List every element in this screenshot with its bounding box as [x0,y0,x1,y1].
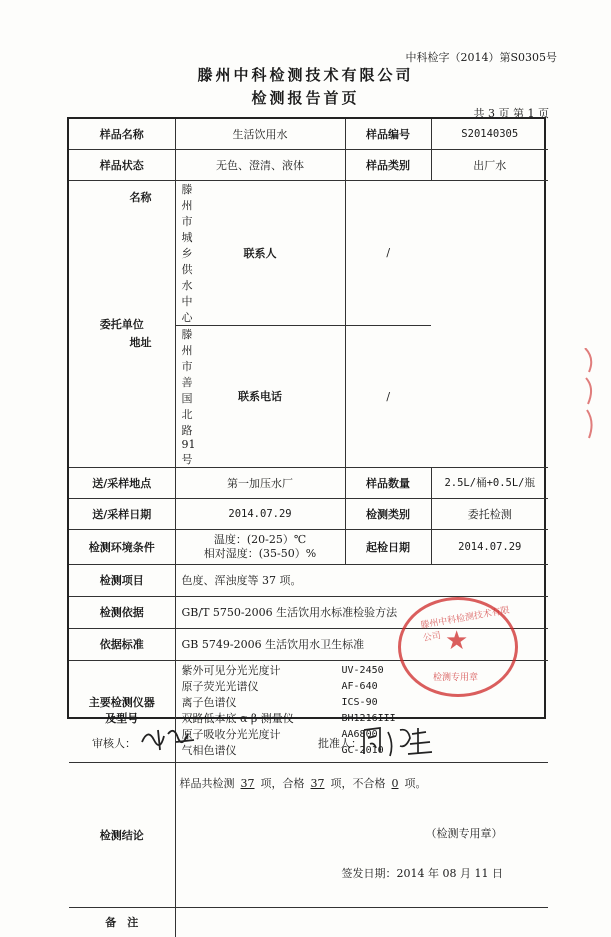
star-icon: ★ [445,626,469,656]
sample-name-label: 样品名称 [69,119,175,149]
row-environment [69,529,548,564]
instrument-name: 原子吸收分光光度计 [181,728,281,741]
row-location [69,467,548,498]
concl-total: 37 [240,776,255,790]
row-sample-name [69,119,548,149]
row-remarks [69,907,548,937]
sample-type-value: 出厂水 [431,149,548,180]
instrument-row [182,695,543,711]
concl-prefix: 样品共检测 [179,776,235,790]
issue-date: 签发日期：2014 年 08 月 11 日 [341,866,503,880]
address-value: 滕州市善国北路 91 号 [181,327,196,466]
reviewer-signature-area [92,735,136,751]
client-name-value: 滕州市城乡供水中心 [181,182,193,324]
phone-label: 联系电话 [175,325,345,467]
sample-state-label: 样品状态 [69,149,175,180]
approver-signature [360,724,436,760]
date-value: 2014.07.29 [175,498,345,529]
row-items [69,564,548,596]
client-name-sublabel: 名称 [129,190,152,204]
items-label: 检测项目 [69,564,175,596]
remarks-value [175,907,548,937]
sample-type-label: 样品类别 [345,149,431,180]
stamp-label: （检测专用章） [425,826,503,840]
instrument-model: ICS-90 [341,697,378,708]
quantity-label: 样品数量 [345,467,431,498]
seal-bottom-text: 检测专用章 [433,673,479,683]
location-label: 送/采样地点 [69,467,175,498]
instrument-name: 气相色谱仪 [181,744,237,757]
approver-signature-area [318,735,362,751]
concl-fail: 0 [391,776,399,790]
row-sample-state [69,149,548,180]
official-seal [398,597,518,697]
basis-value: GB/T 5750-2006 生活饮用水标准检验方法 [175,596,548,628]
instrument-model: AF-640 [341,681,378,692]
basis-label: 检测依据 [69,596,175,628]
phone-value: / [345,325,431,467]
instrument-model: GC-2010 [341,745,384,756]
conclusion-box [176,763,549,907]
remarks-label: 备 注 [69,907,175,937]
category-label: 检测类别 [345,498,431,529]
address-sublabel: 地址 [129,335,152,349]
standard-value: GB 5749-2006 生活饮用水卫生标准 [175,628,548,660]
humidity-value: 相对湿度：(35-50）% [203,546,317,560]
items-value: 色度、浑浊度等 37 项。 [175,564,548,596]
report-table [69,119,548,937]
env-label: 检测环境条件 [69,529,175,564]
report-title: 检测报告首页 [251,89,360,107]
sample-no-value: S20140305 [431,119,548,149]
row-conclusion [69,762,548,907]
row-date [69,498,548,529]
start-date-label: 起检日期 [345,529,431,564]
conclusion-text [180,775,427,791]
company-name: 滕州中科检测技术有限公司 [197,66,414,84]
conclusion-cell [175,762,548,907]
sample-state-value: 无色、澄清、液体 [175,149,345,180]
start-date-value: 2014.07.29 [431,529,548,564]
approver-label: 批准人： [318,737,362,750]
instrument-model: BH1216III [341,713,396,724]
date-label: 送/采样日期 [69,498,175,529]
edge-seal-fragment [583,348,597,448]
client-label: 委托单位 [69,180,175,467]
concl-mid2: 项，不合格 [330,776,386,790]
reviewer-label: 审核人： [92,737,136,750]
instrument-name: 离子色谱仪 [181,696,237,709]
contact-label: 联系人 [175,180,345,325]
instrument-name: 原子荧光光谱仪 [181,680,259,693]
temperature-value: 温度：(20-25）℃ [213,532,307,546]
contact-value: / [345,180,431,325]
concl-pass: 37 [310,776,325,790]
instrument-name: 紫外可见分光光度计 [181,664,281,677]
row-client-name [69,180,548,325]
category-value: 委托检测 [431,498,548,529]
reviewer-signature [138,724,198,754]
concl-suffix: 项。 [404,776,427,790]
env-value [175,529,345,564]
instrument-name: 双路低本底 α β 测量仪 [181,712,294,725]
instrument-model: UV-2450 [341,665,384,676]
instruments-label: 主要检测仪器及型号 [69,660,175,762]
doc-number: 中科检字（2014）第S0305号 [405,51,557,64]
concl-mid1: 项，合格 [260,776,305,790]
sample-name-value: 生活饮用水 [175,119,345,149]
location-value: 第一加压水厂 [175,467,345,498]
instrument-model: AA6800 [341,729,378,740]
page-info: 共 3 页 第 1 页 [473,107,549,120]
quantity-value: 2.5L/桶+0.5L/瓶 [431,467,548,498]
standard-label: 依据标准 [69,628,175,660]
sample-no-label: 样品编号 [345,119,431,149]
seal-ring-text: 滕州中科检测技术有限公司 [419,605,511,644]
conclusion-label: 检测结论 [69,762,175,907]
